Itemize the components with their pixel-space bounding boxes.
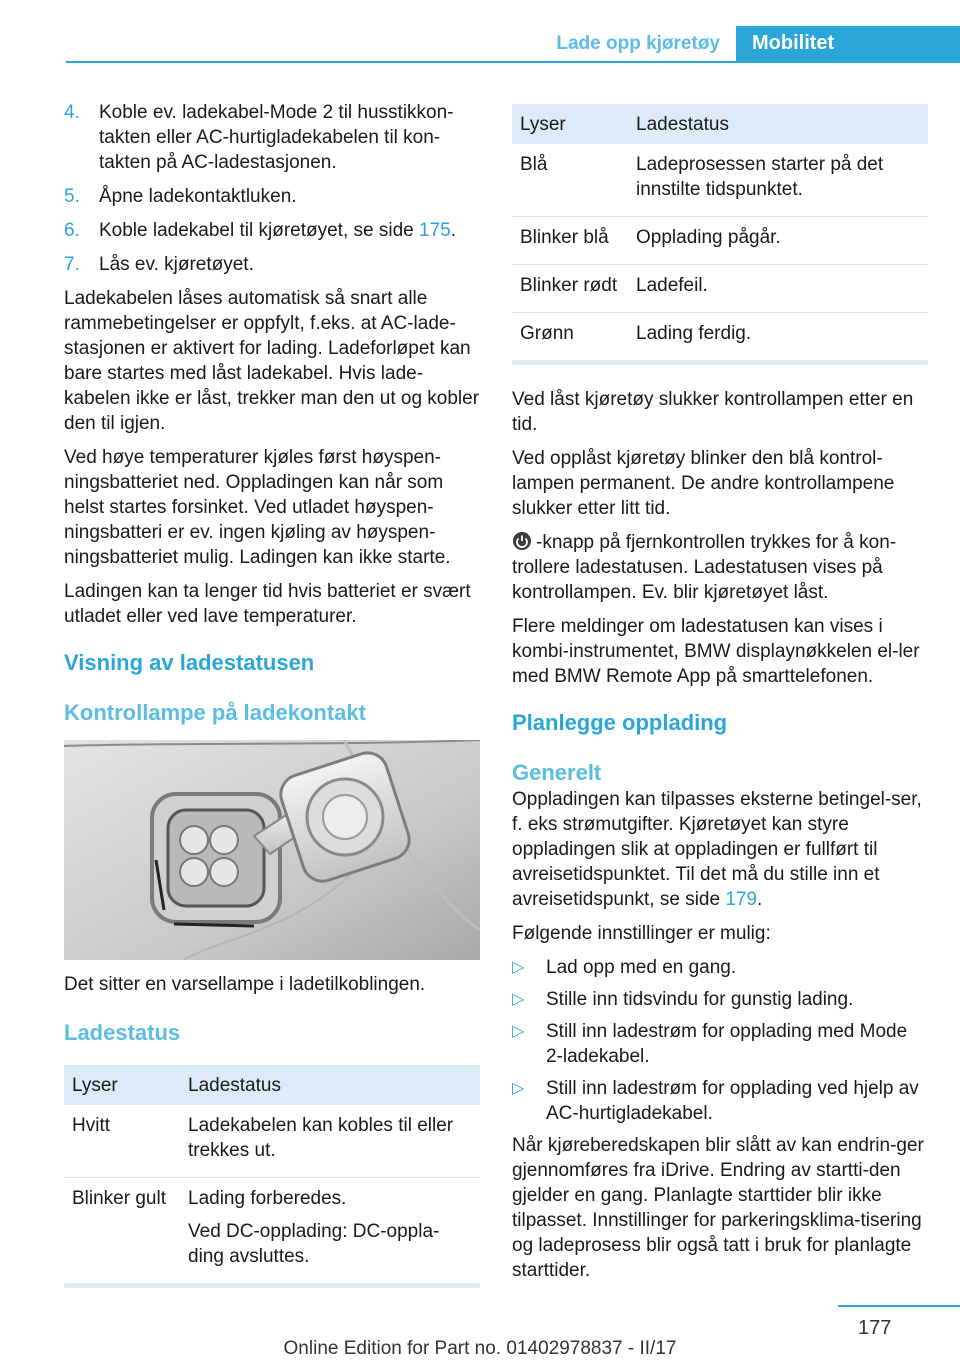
table-header-row	[512, 104, 928, 144]
table-cell: Blå	[512, 144, 628, 217]
paragraph-text: .	[757, 889, 763, 910]
figure-caption: Det sitter en varsellampe i ladetilkoblingen.	[64, 974, 426, 995]
list-item-text: Still inn ladestrøm for opplading med Mode 2-ladekabel.	[546, 1021, 908, 1067]
table-row	[64, 1178, 480, 1286]
heading-general: Generelt	[512, 760, 602, 785]
step-number: 4.	[64, 102, 80, 123]
table-row	[512, 217, 928, 265]
paragraph-temperature: Ved høye temperaturer kjøles først høyspen-ningsbatteriet ned. Oppladingen kan når som helst startes forsinket. Ved utladet høyspen-ningsbatteri er ev. ingen kjøling av høyspen-ningsbatteriet mulig. Ladingen kan ikke starte.	[64, 447, 451, 568]
table-row	[512, 313, 928, 363]
heading-charge-status-display: Visning av ladestatusen	[64, 650, 315, 675]
paragraph-adjust-charging	[512, 787, 928, 912]
step-5	[64, 184, 480, 209]
table-header-cell: Lyser	[64, 1065, 180, 1105]
table-row	[64, 1105, 480, 1178]
charging-port-illustration	[64, 740, 480, 960]
heading-charge-status: Ladestatus	[64, 1020, 181, 1045]
step-text-part: .	[450, 220, 456, 241]
step-number: 7.	[64, 254, 80, 275]
list-item	[512, 955, 928, 980]
table-cell	[180, 1178, 480, 1286]
table-cell: Ladekabelen kan kobles til eller trekkes ut.	[180, 1105, 480, 1178]
table-cell: Opplading pågår.	[628, 217, 928, 265]
step-text-part: Koble ladekabel til kjøretøyet, se side	[99, 220, 419, 241]
right-column	[512, 104, 928, 1292]
step-7	[64, 252, 480, 277]
step-text: Åpne ladekontaktluken.	[99, 186, 297, 207]
step-6	[64, 218, 480, 243]
header-chapter-tab: Mobilitet	[736, 26, 960, 61]
header-section-title: Lade opp kjøretøy	[556, 33, 720, 54]
table-cell: Blinker blå	[512, 217, 628, 265]
table-cell: Grønn	[512, 313, 628, 363]
list-item	[512, 1019, 928, 1069]
paragraph-more-messages: Flere meldinger om ladestatusen kan vises i kombi-instrumentet, BMW displaynøkkelen el-ler med BMW Remote App på smarttelefonen.	[512, 616, 920, 687]
list-item-text: Stille inn tidsvindu for gunstig lading.	[546, 989, 854, 1010]
heading-plan-charging: Planlegge opplading	[512, 710, 728, 735]
table-cell: Ladeprosessen starter på det innstilte tidspunktet.	[628, 144, 928, 217]
table-cell-text: Lading forberedes.	[188, 1188, 347, 1209]
list-item	[512, 1076, 928, 1126]
table-cell: Lading ferdig.	[628, 313, 928, 363]
list-item-text: Lad opp med en gang.	[546, 957, 737, 978]
table-cell: Hvitt	[64, 1105, 180, 1178]
table-cell-text: Ved DC-opplading: DC-oppla-ding avsluttes.	[188, 1221, 440, 1267]
step-number: 5.	[64, 186, 80, 207]
paragraph-cable-lock: Ladekabelen låses automatisk så snart alle rammebetingelser er oppfylt, f.eks. at AC-lade-stasjonen er aktivert for lading. Ladeforløpet kan bare startes med låst ladekabel. Hvis lade-kabelen ikke er låst, trekker man den ut og kobler den til igjen.	[64, 288, 480, 434]
step-text	[99, 218, 480, 243]
table-cell: Blinker gult	[64, 1178, 180, 1286]
step-text: Koble ev. ladekabel-Mode 2 til husstikkon-takten eller AC-hurtigladekabelen til kon-takten på AC-ladestasjonen.	[99, 102, 454, 173]
paragraph-idrive-changes: Når kjøreberedskapen blir slått av kan endrin-ger gjennomføres fra iDrive. Endring av startti-den gjelder en gang. Planlagte starttider blir ikke tilpasset. Innstillinger for parkeringsklima-tisering og ladeprosess blir også tatt i bruk for planlagte starttider.	[512, 1135, 924, 1281]
footer-rule	[838, 1305, 960, 1307]
list-item-text: Still inn ladestrøm for opplading ved hjelp av AC-hurtigladekabel.	[546, 1078, 919, 1124]
list-item	[512, 987, 928, 1012]
paragraph-locked-vehicle: Ved låst kjøretøy slukker kontrollampen etter en tid.	[512, 389, 914, 435]
left-column	[64, 100, 480, 1288]
bullet-arrow-icon: ▷	[512, 1080, 525, 1097]
paragraph-charge-time: Ladingen kan ta lenger tid hvis batteriet er svært utladet eller ved lave temperaturer.	[64, 581, 471, 627]
paragraph-remote-button	[512, 530, 928, 605]
charge-status-table-right	[512, 104, 928, 365]
table-row	[512, 144, 928, 217]
paragraph-unlocked-vehicle: Ved opplåst kjøretøy blinker den blå kontrol-lampen permanent. De andre kontrollampene slukker etter litt tid.	[512, 448, 895, 519]
footer-edition: Online Edition for Part no. 01402978837 - II/17	[283, 1338, 677, 1359]
remote-charge-button-icon	[512, 531, 532, 551]
step-text: Lås ev. kjøretøyet.	[99, 254, 254, 275]
page-number: 177	[858, 1317, 892, 1339]
bullet-arrow-icon: ▷	[512, 1023, 525, 1040]
paragraph-settings-intro: Følgende innstillinger er mulig:	[512, 923, 771, 944]
page-link-179[interactable]: 179	[725, 889, 758, 910]
table-cell: Blinker rødt	[512, 265, 628, 313]
heading-control-lamp: Kontrollampe på ladekontakt	[64, 700, 366, 725]
table-header-cell: Ladestatus	[180, 1065, 480, 1105]
header-rule	[66, 61, 960, 63]
paragraph-text: Oppladingen kan tilpasses eksterne betingel-ser, f. eks strømutgifter. Kjøretøyet kan styre oppladingen slik at oppladingen er fullført til avreisetidspunktet. Til det må du stille inn et avreisetidspunkt, se side	[512, 789, 922, 910]
bullet-arrow-icon: ▷	[512, 959, 525, 976]
table-header-cell: Ladestatus	[628, 104, 928, 144]
step-number: 6.	[64, 220, 80, 241]
table-row	[512, 265, 928, 313]
bullet-arrow-icon: ▷	[512, 991, 525, 1008]
table-header-cell: Lyser	[512, 104, 628, 144]
page-link-175[interactable]: 175	[419, 220, 451, 241]
table-header-row	[64, 1065, 480, 1105]
paragraph-remote-button-text: -knapp på fjernkontrollen trykkes for å kon-trollere ladestatusen. Ladestatusen vises på kontrollampen. Ev. blir kjøretøyet låst.	[512, 532, 897, 603]
step-4	[64, 100, 480, 175]
charge-status-table-left	[64, 1065, 480, 1288]
table-cell: Ladefeil.	[628, 265, 928, 313]
